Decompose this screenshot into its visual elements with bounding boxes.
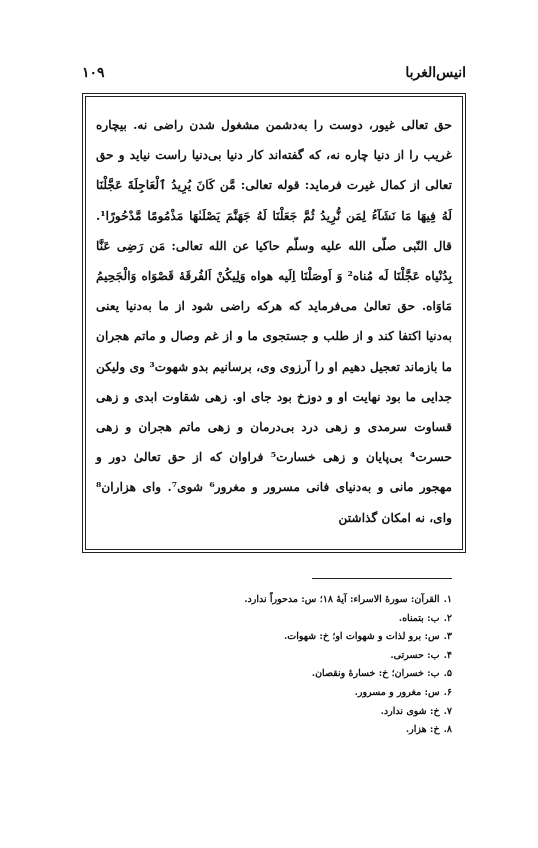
main-text — [96, 110, 452, 533]
main-paragraph: حق تعالی غیور، دوست را به‌دشمن مشغول شدن راضی نه. بیچاره غریب را از دنیا چاره نه، که گفته‌اند کار دنیا بی‌دنیا راست نیاید و حق تعالی از کمال غیرت فرماید: قوله تعالی: مَّن كَانَ يُرِيدُ ٱلْعَاجِلَةَ عَجَّلْنَا لَهُ فِيهَا مَا نَشَآءُ لِمَن نُّرِيدُ ثُمَّ جَعَلْنَا لَهُ جَهَنَّمَ يَصْلَىٰهَا مَذْمُومًا مَّدْحُورًا¹. قال النّبی صلّی الله علیه وسلّم حاکیا عن الله تعالی: مَن رَضِی عَنَّا بِدُنْیاه عَجَّلْنَا لَه مُناه² وَ اَوصَلْنَا اِلَیه هواه وَلِیکُنْ اَلفُرقَهٔ قَصْوَاه وَالْجَحِیمُ مَاوَاه. حق تعالیٰ می‌فرماید که هرکه راضی شود از ما به‌دنیا یعنی به‌دنیا اکتفا کند و از طلب و جستجوی ما و از غم وصال و ماتم هجران ما بازماند تعجیل دهیم او را آرزوی وی، برسانیم بدو شهوت³ وی ولیکن جدایی ما بود نهایت او و دوزخ بود جای او. زهی شقاوت ابدی و زهی قساوت سرمدی و زهی درد بی‌درمان و زهی ماتم هجران و زهی حسرت⁴ بی‌پایان و زهی خسارت⁵ فراوان که از حق تعالیٰ دور و مهجور مانی و به‌دنیای فانی مسرور و مغرور⁶ شوی⁷. وای هزاران⁸ وای، نه امکان گذاشتن — [96, 118, 452, 525]
footnote-number: ۷. — [443, 705, 452, 717]
running-title: انیس‌الغربا — [405, 65, 466, 81]
footnote-number: ۸. — [443, 724, 452, 736]
footnote-text: ب: حسرتی. — [390, 649, 440, 661]
footnote-4 — [96, 647, 452, 666]
footnote-number: ۱. — [443, 594, 452, 605]
footnote-text: القرآن: سورهٔ الاسراء: آیهٔ ۱۸؛ س: مدحوراً ندارد. — [244, 594, 440, 605]
footnote-number: ۴. — [443, 649, 452, 661]
footnotes — [96, 591, 452, 740]
page-header — [82, 62, 466, 84]
footnote-6 — [96, 684, 452, 703]
footnote-text: ب: بتمناه. — [398, 612, 440, 624]
footnote-3 — [96, 628, 452, 647]
footnote-number: ۶. — [443, 686, 452, 698]
footnote-number: ۲. — [443, 612, 452, 624]
footnote-text: خ: شوی ندارد. — [380, 705, 440, 717]
footnote-text: ب: خسران؛ خ: خسارهٔ ونقصان. — [311, 668, 440, 680]
footnote-5 — [96, 665, 452, 684]
page-number: ۱۰۹ — [82, 65, 105, 81]
footnote-1 — [96, 591, 452, 610]
footnote-separator — [312, 578, 452, 579]
footnote-2 — [96, 610, 452, 629]
footnote-8 — [96, 721, 452, 740]
footnote-text: س: برو لذات و شهوات او؛ خ: شهوات. — [283, 631, 440, 643]
footnote-text: س: مغرور و مسرور. — [354, 686, 440, 698]
footnote-number: ۳. — [443, 631, 452, 643]
footnote-text: خ: هزار. — [405, 724, 440, 736]
footnote-7 — [96, 703, 452, 722]
footnote-number: ۵. — [443, 668, 452, 680]
